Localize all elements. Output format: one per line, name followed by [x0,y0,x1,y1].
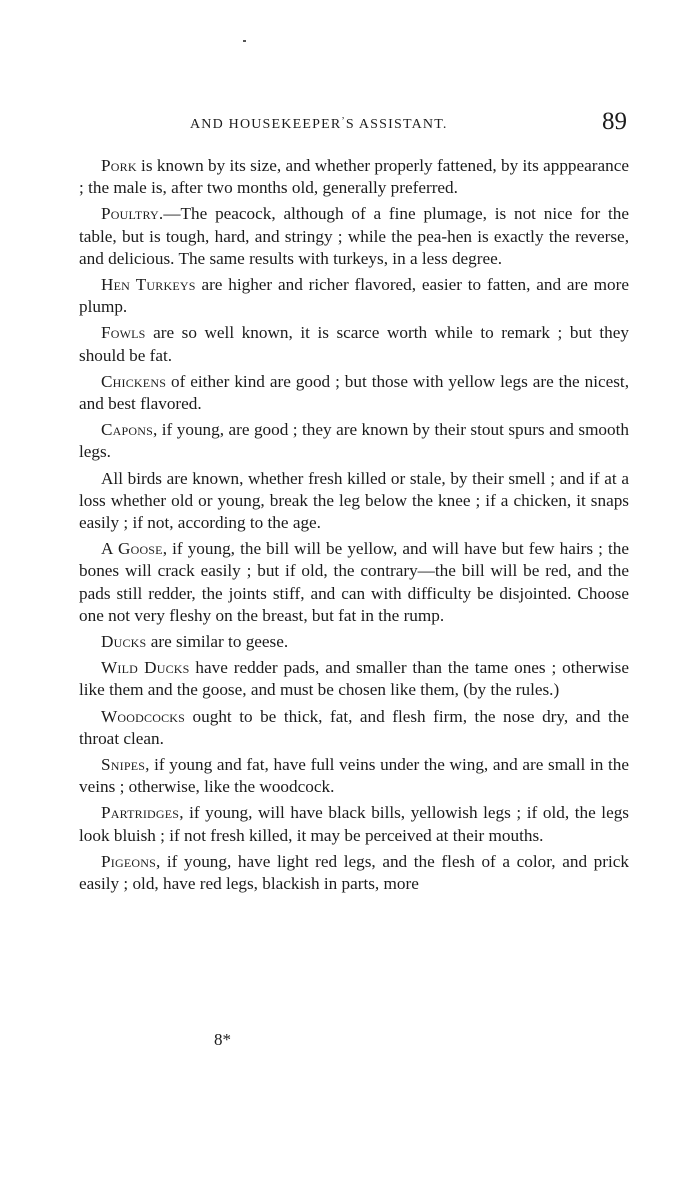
entry-term: Poultry. [101,204,164,224]
entry-pigeons [79,851,629,895]
entry-term: Pork [101,156,137,175]
entry-all-birds [79,468,629,535]
entry-ducks [79,631,629,653]
entry-term: Hen Turkeys [101,275,196,295]
entry-wild-ducks [79,657,629,701]
entry-term: Fowls [101,323,146,343]
running-title-main: AND HOUSEKEEPER [190,117,342,132]
entry-term: Partridges [101,803,180,823]
entry-fowls [79,322,629,366]
entry-term: Wild Ducks [101,658,190,678]
entry-text: All birds are known, whether fresh killed or stale, by their smell ; and if at a loss whether old or young, break the leg below the knee ; if a chicken, it snaps easily ; if not, according to the age. [79,468,629,533]
entry-text: are higher and richer flavored, easier to fatten, and are more plump. [79,275,629,317]
entry-term: A Goose [101,539,163,559]
entry-chickens [79,371,629,415]
entry-text: , if young, are good ; they are known by their stout spurs and smooth legs. [79,420,629,462]
entry-goose [79,538,629,627]
entry-text: are so well known, it is scarce worth while to remark ; but they should be fat. [79,323,629,365]
running-title-end: S ASSISTANT. [345,117,448,132]
entry-term: Pigeons [101,851,156,871]
entry-text: , if young, have light red legs, and the flesh of a color, and prick easily ; old, have red legs, blackish in parts, more [79,851,629,894]
entry-poultry [79,203,629,270]
entry-text: , if young and fat, have full veins under the wing, and are small in the veins ; otherwise, like the woodcock. [79,755,629,797]
entry-term: Ducks [101,632,147,652]
body-text [79,155,629,899]
entry-text: have redder pads, and smaller than the tame ones ; otherwise like them and the goose, and must be chosen like them, (by the rules.) [79,658,629,700]
running-title [190,116,448,133]
entry-hen-turkeys [79,274,629,318]
page-number: 89 [602,108,627,135]
entry-text: ought to be thick, fat, and flesh firm, the nose dry, and the throat clean. [79,706,629,748]
entry-text: , if young, will have black bills, yellowish legs ; if old, the legs look bluish ; if not fresh killed, it may be perceived at their mouths. [79,803,629,845]
entry-term: Capons [101,420,154,440]
entry-term: Woodcocks [101,706,186,726]
entry-partridges [79,802,629,846]
entry-capons [79,419,629,463]
entry-term: Chickens [101,371,167,391]
entry-text: is known by its size, and whether properly fattened, by its apppearance ; the male is, after two months old, generally preferred. [79,156,629,198]
print-speck [243,40,246,42]
entry-pork [79,155,629,199]
entry-text: , if young, the bill will be yellow, and will have but few hairs ; the bones will crack easily ; but if old, the contrary—the bill will be red, and the pads still redder, the joints stiff, and can with difficulty be disjointed. Choose one not very fleshy on the breast, but fat in the rump. [79,539,629,625]
entry-woodcocks [79,706,629,750]
running-title-apostrophe: ’ [341,116,346,127]
entry-text: are similar to geese. [146,632,289,652]
entry-text: —The peacock, although of a fine plumage, is not nice for the table, but is tough, hard, and stringy ; while the pea-hen is exactly the reverse, and delicious. The same results with turkeys, in a less degree. [79,204,629,268]
entry-snipes [79,754,629,798]
entry-term: Snipes [101,755,146,775]
entry-text: of either kind are good ; but those with yellow legs are the nicest, and best flavored. [79,371,629,414]
signature-mark: 8* [214,1030,231,1049]
